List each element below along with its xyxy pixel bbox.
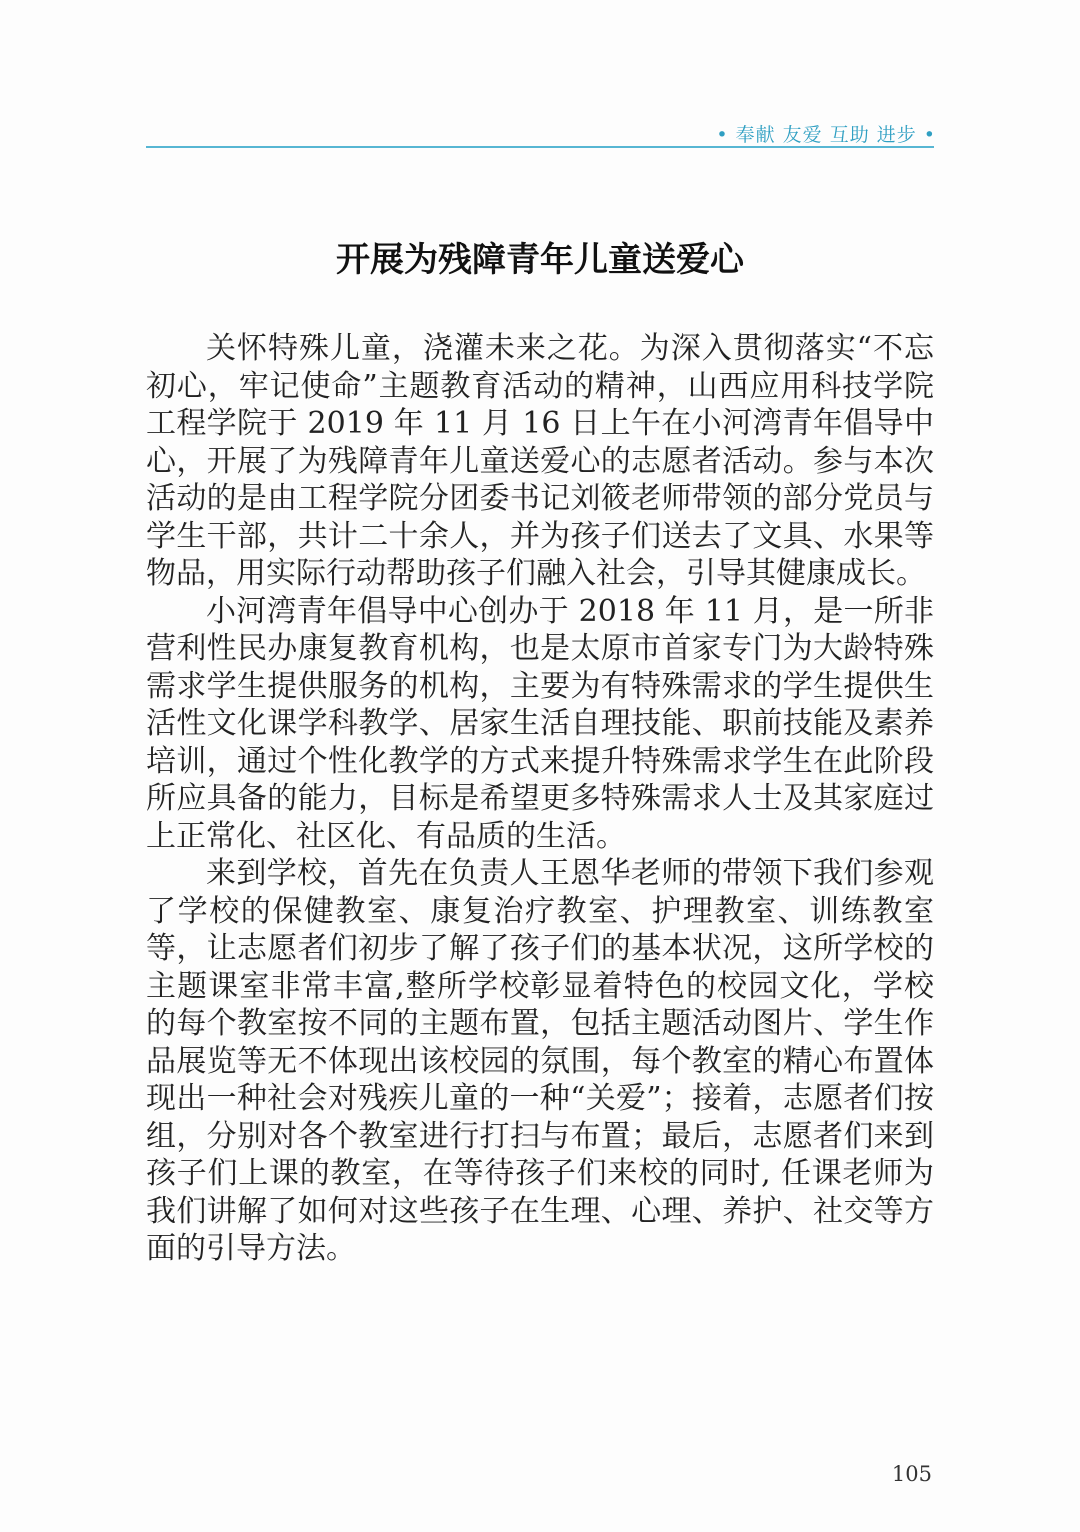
article-title: 开展为残障青年儿童送爱心 [336, 240, 744, 280]
page-header [0, 110, 1080, 150]
header-rule [146, 146, 934, 148]
paragraph-3: 来到学校，首先在负责人王恩华老师的带领下我们参观了学校的保健教室、康复治疗教室、护理教室、训练教室等，让志愿者们初步了解了孩子们的基本状况，这所学校的主题课室非常丰富,整所学校彰显着特色的校园文化，学校的每个教室按不同的主题布置，包括主题活动图片、学生作品展览等无不体现出该校园的氛围，每个教室的精心布置体现出一种社会对残疾儿童的一种“关爱”；接着，志愿者们按组，分别对各个教室进行打扫与布置；最后，志愿者们来到孩子们上课的教室，在等待孩子们来校的同时, 任课老师为我们讲解了如何对这些孩子在生理、心理、养护、社交等方面的引导方法。 [146, 856, 934, 1266]
header-motto: • 奉献 友爱 互助 进步 • [716, 124, 936, 146]
page-number: 105 [891, 1462, 932, 1486]
paragraph-2: 小河湾青年倡导中心创办于 2018 年 11 月，是一所非营利性民办康复教育机构，也是太原市首家专门为大龄特殊需求学生提供服务的机构，主要为有特殊需求的学生提供生活性文化课学科教学、居家生活自理技能、职前技能及素养培训，通过个性化教学的方式来提升特殊需求学生在此阶段所应具备的能力，目标是希望更多特殊需求人士及其家庭过上正常化、社区化、有品质的生活。 [146, 593, 934, 854]
article-body [146, 330, 934, 1268]
paragraph-1: 关怀特殊儿童，浇灌未来之花。为深入贯彻落实“不忘初心，牢记使命”主题教育活动的精神，山西应用科技学院工程学院于 2019 年 11 月 16 日上午在小河湾青年倡导中心，开展了为残障青年儿童送爱心的志愿者活动。参与本次活动的是由工程学院分团委书记刘筱老师带领的部分党员与学生干部，共计二十余人，并为孩子们送去了文具、水果等物品，用实际行动帮助孩子们融入社会，引导其健康成长。 [146, 331, 934, 591]
